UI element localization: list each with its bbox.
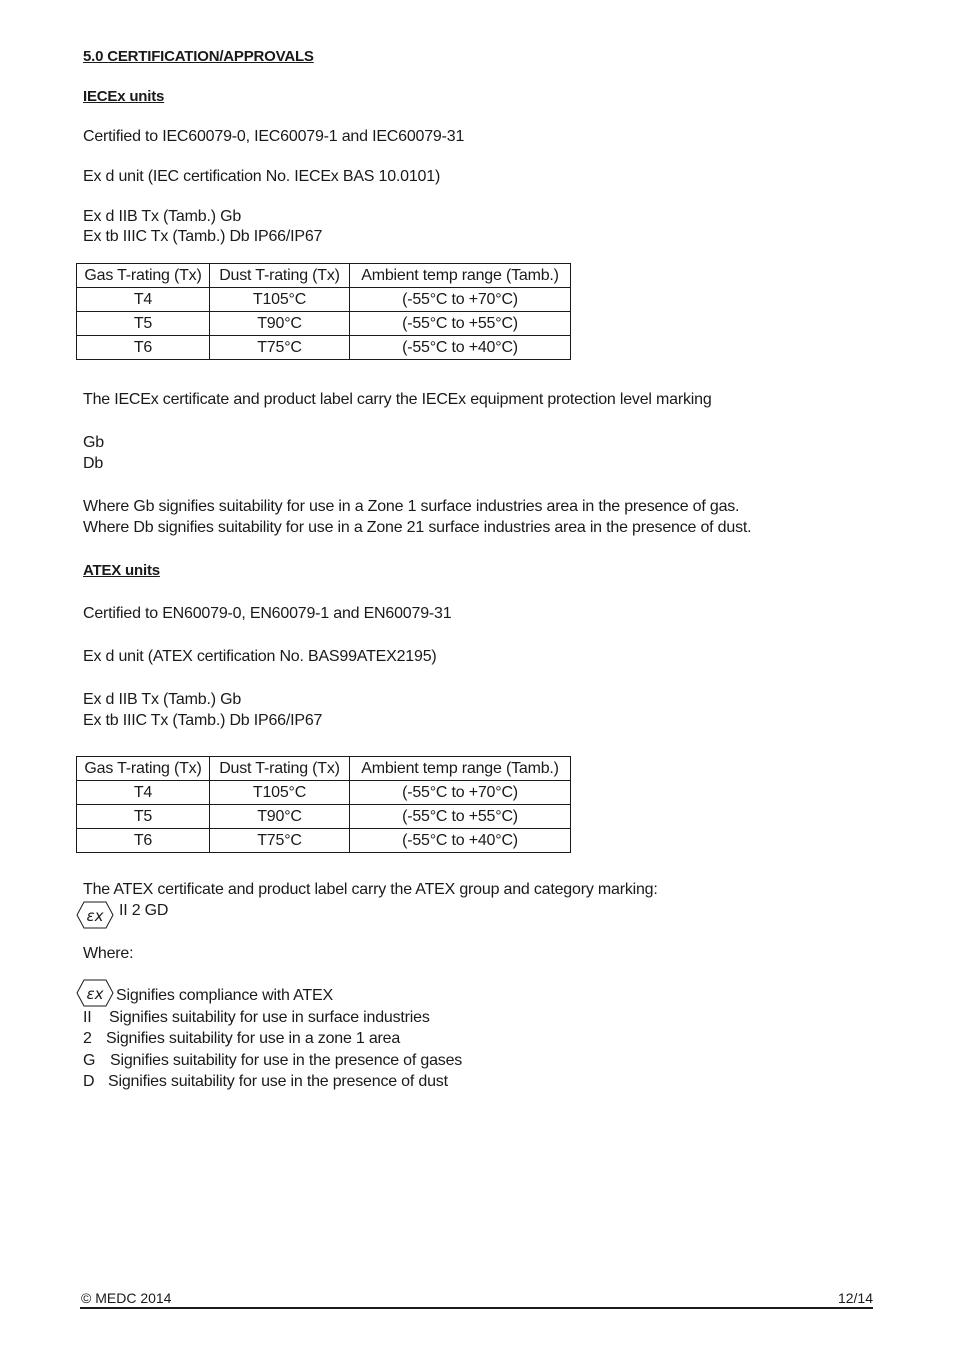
legend-key: II: [83, 1009, 92, 1026]
iecex-where-gb: Where Gb signifies suitability for use in a Zone 1 surface industries area in the presence of gas.: [83, 498, 740, 515]
legend-text: Signifies suitability for use in a zone 1 area: [106, 1030, 401, 1047]
table-row: [77, 312, 571, 336]
legend-ex-text: Signifies compliance with ATEX: [116, 987, 333, 1004]
table-cell: T75°C: [210, 336, 350, 360]
section-title: 5.0 CERTIFICATION/APPROVALS: [83, 48, 314, 65]
table-cell: T4: [77, 781, 210, 805]
iecex-label-note: The IECEx certificate and product label carry the IECEx equipment protection level marking: [83, 391, 712, 408]
table-cell: T90°C: [210, 805, 350, 829]
ex-hexagon-icon: [76, 901, 114, 929]
table-row: [77, 805, 571, 829]
atex-group-marking: II 2 GD: [119, 902, 169, 919]
ex-hexagon-icon: [76, 979, 114, 1007]
iecex-where-db: Where Db signifies suitability for use in a Zone 21 surface industries area in the presence of dust.: [83, 519, 752, 536]
iecex-epl-gb: Gb: [83, 434, 104, 451]
footer-copyright: © MEDC 2014: [81, 1290, 172, 1306]
table-cell: T4: [77, 288, 210, 312]
table-cell: T105°C: [210, 781, 350, 805]
footer-divider: [80, 1307, 873, 1309]
table-header: Ambient temp range (Tamb.): [350, 757, 571, 781]
table-header: Gas T-rating (Tx): [77, 757, 210, 781]
legend-text: Signifies suitability for use in surface industries: [109, 1009, 430, 1026]
table-cell: (-55°C to +40°C): [350, 336, 571, 360]
iecex-temperature-table: [76, 263, 571, 360]
atex-unit: Ex d unit (ATEX certification No. BAS99ATEX2195): [83, 648, 437, 665]
table-row: [77, 336, 571, 360]
iecex-epl-db: Db: [83, 455, 104, 472]
atex-marking-2: Ex tb IIIC Tx (Tamb.) Db IP66/IP67: [83, 712, 323, 729]
table-cell: T6: [77, 336, 210, 360]
table-cell: T6: [77, 829, 210, 853]
atex-label-note: The ATEX certificate and product label carry the ATEX group and category marking:: [83, 881, 658, 898]
iecex-marking-2: Ex tb IIIC Tx (Tamb.) Db IP66/IP67: [83, 228, 323, 245]
table-cell: (-55°C to +70°C): [350, 288, 571, 312]
iecex-certified: Certified to IEC60079-0, IEC60079-1 and IEC60079-31: [83, 128, 465, 145]
table-cell: T5: [77, 805, 210, 829]
iecex-marking-1: Ex d IIB Tx (Tamb.) Gb: [83, 208, 242, 225]
table-header-row: [77, 264, 571, 288]
footer-page-number: 12/14: [837, 1290, 873, 1306]
legend-key: D: [83, 1073, 95, 1090]
legend-text: Signifies suitability for use in the presence of dust: [108, 1073, 448, 1090]
table-cell: (-55°C to +40°C): [350, 829, 571, 853]
table-cell: T5: [77, 312, 210, 336]
table-row: [77, 781, 571, 805]
atex-temperature-table: [76, 756, 571, 853]
legend-text: Signifies suitability for use in the presence of gases: [110, 1052, 463, 1069]
table-header: Dust T-rating (Tx): [210, 264, 350, 288]
legend-key: 2: [83, 1030, 92, 1047]
table-header: Dust T-rating (Tx): [210, 757, 350, 781]
table-cell: T105°C: [210, 288, 350, 312]
atex-where: Where:: [83, 945, 134, 962]
table-cell: (-55°C to +70°C): [350, 781, 571, 805]
svg-text:εx: εx: [86, 907, 104, 925]
table-header: Gas T-rating (Tx): [77, 264, 210, 288]
legend-key: G: [83, 1052, 96, 1069]
atex-marking-1: Ex d IIB Tx (Tamb.) Gb: [83, 691, 242, 708]
iecex-unit: Ex d unit (IEC certification No. IECEx BAS 10.0101): [83, 168, 441, 185]
iecex-heading: IECEx units: [83, 88, 165, 105]
atex-heading: ATEX units: [83, 562, 160, 579]
table-cell: (-55°C to +55°C): [350, 805, 571, 829]
table-row: [77, 829, 571, 853]
table-row: [77, 288, 571, 312]
svg-text:εx: εx: [86, 985, 104, 1003]
table-cell: T90°C: [210, 312, 350, 336]
table-header: Ambient temp range (Tamb.): [350, 264, 571, 288]
table-cell: (-55°C to +55°C): [350, 312, 571, 336]
table-header-row: [77, 757, 571, 781]
atex-certified: Certified to EN60079-0, EN60079-1 and EN60079-31: [83, 605, 452, 622]
table-cell: T75°C: [210, 829, 350, 853]
